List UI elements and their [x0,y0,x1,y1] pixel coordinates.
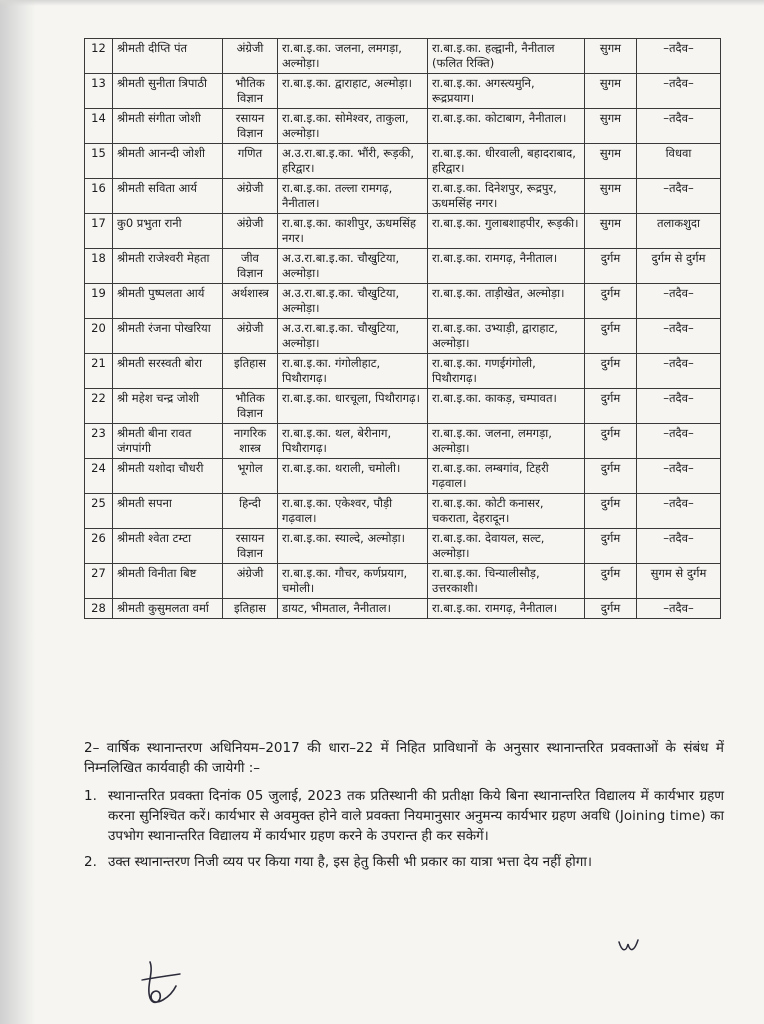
category-cell: दुर्गम [585,249,637,284]
serial-number-cell: 16 [85,179,113,214]
category-cell: सुगम [585,39,637,74]
transferred-school-cell: रा.बा.इ.का. गुलाबशाहपीर, रूड़की। [428,214,585,249]
current-school-cell: रा.बा.इ.का. जलना, लमगड़ा, अल्मोड़ा। [278,39,428,74]
handwritten-initial-mark [616,936,642,956]
lecturer-name-cell: श्रीमती राजेश्वरी मेहता [113,249,223,284]
table-row [85,459,721,494]
table-row [85,144,721,179]
transferred-school-cell: रा.बा.इ.का. चिन्यालीसौड़, उत्तरकाशी। [428,564,585,599]
remark-cell: –तदैव– [637,389,721,424]
serial-number-cell: 24 [85,459,113,494]
lecturer-name-cell: श्री महेश चन्द्र जोशी [113,389,223,424]
serial-number-cell: 18 [85,249,113,284]
remark-cell: –तदैव– [637,424,721,459]
transferred-school-cell: रा.बा.इ.का. ताड़ीखेत, अल्मोड़ा। [428,284,585,319]
subject-cell: इतिहास [223,354,278,389]
lecturer-name-cell: श्रीमती सुनीता त्रिपाठी [113,74,223,109]
current-school-cell: रा.बा.इ.का. तल्ला रामगढ़, नैनीताल। [278,179,428,214]
remark-cell: –तदैव– [637,319,721,354]
remark-cell: –तदैव– [637,39,721,74]
current-school-cell: रा.बा.इ.का. थराली, चमोली। [278,459,428,494]
table-row [85,179,721,214]
subject-cell: इतिहास [223,599,278,619]
transferred-school-cell: रा.बा.इ.का. काकड़, चम्पावत। [428,389,585,424]
table-row [85,529,721,564]
remark-cell: –तदैव– [637,179,721,214]
transfer-table-body [85,39,721,619]
serial-number-cell: 13 [85,74,113,109]
instruction-number: 2. [84,854,97,870]
remark-cell: –तदैव– [637,109,721,144]
current-school-cell: डायट, भीमताल, नैनीताल। [278,599,428,619]
serial-number-cell: 23 [85,424,113,459]
lecturer-name-cell: श्रीमती बीना रावत जंगपांगी [113,424,223,459]
subject-cell: गणित [223,144,278,179]
category-cell: दुर्गम [585,354,637,389]
table-row [85,354,721,389]
lecturer-name-cell: श्रीमती यशोदा चौधरी [113,459,223,494]
lecturer-name-cell: श्रीमती रंजना पोखरिया [113,319,223,354]
subject-cell: अंग्रेजी [223,319,278,354]
current-school-cell: रा.बा.इ.का. सोमेश्वर, ताकुला, अल्मोड़ा। [278,109,428,144]
serial-number-cell: 25 [85,494,113,529]
lecturer-name-cell: श्रीमती संगीता जोशी [113,109,223,144]
remark-cell: –तदैव– [637,494,721,529]
lecturer-name-cell: श्रीमती दीप्ति पंत [113,39,223,74]
transfer-table [84,38,721,619]
remark-cell: –तदैव– [637,529,721,564]
lecturer-name-cell: श्रीमती सपना [113,494,223,529]
remark-cell: दुर्गम से दुर्गम [637,249,721,284]
subject-cell: अंग्रेजी [223,564,278,599]
serial-number-cell: 15 [85,144,113,179]
table-row [85,74,721,109]
transferred-school-cell: रा.बा.इ.का. उभ्याड़ी, द्वाराहाट, अल्मोड़ा। [428,319,585,354]
current-school-cell: अ.उ.रा.बा.इ.का. चौखुटिया, अल्मोड़ा। [278,319,428,354]
remark-cell: –तदैव– [637,459,721,494]
category-cell: सुगम [585,109,637,144]
subject-cell: रसायन विज्ञान [223,529,278,564]
category-cell: दुर्गम [585,389,637,424]
transferred-school-cell: रा.बा.इ.का. लम्बगांव, टिहरी गढ़वाल। [428,459,585,494]
transferred-school-cell: रा.बा.इ.का. धीरवाली, बहादराबाद, हरिद्वार। [428,144,585,179]
current-school-cell: रा.बा.इ.का. गंगोलीहाट, पिथौरागढ़। [278,354,428,389]
serial-number-cell: 19 [85,284,113,319]
lecturer-name-cell: श्रीमती आनन्दी जोशी [113,144,223,179]
lecturer-name-cell: श्रीमती विनीता बिष्ट [113,564,223,599]
category-cell: दुर्गम [585,284,637,319]
serial-number-cell: 14 [85,109,113,144]
table-row [85,249,721,284]
serial-number-cell: 21 [85,354,113,389]
category-cell: दुर्गम [585,494,637,529]
serial-number-cell: 20 [85,319,113,354]
category-cell: सुगम [585,214,637,249]
instructions-section [84,738,724,878]
current-school-cell: अ.उ.रा.बा.इ.का. चौखुटिया, अल्मोड़ा। [278,249,428,284]
transferred-school-cell: रा.बा.इ.का. अगस्त्यमुनि, रूद्रप्रयाग। [428,74,585,109]
current-school-cell: रा.बा.इ.का. द्वाराहाट, अल्मोड़ा। [278,74,428,109]
serial-number-cell: 22 [85,389,113,424]
current-school-cell: अ.उ.रा.बा.इ.का. भौंरी, रूड़की, हरिद्वार। [278,144,428,179]
transferred-school-cell: रा.बा.इ.का. रामगढ़, नैनीताल। [428,599,585,619]
table-row [85,284,721,319]
table-row [85,39,721,74]
category-cell: दुर्गम [585,529,637,564]
table-row [85,214,721,249]
lecturer-name-cell: श्रीमती सरस्वती बोरा [113,354,223,389]
subject-cell: अंग्रेजी [223,214,278,249]
transferred-school-cell: रा.बा.इ.का. गणईगंगोली, पिथौरागढ़। [428,354,585,389]
category-cell: दुर्गम [585,319,637,354]
transferred-school-cell: रा.बा.इ.का. रामगढ़, नैनीताल। [428,249,585,284]
remark-cell: –तदैव– [637,599,721,619]
serial-number-cell: 28 [85,599,113,619]
table-row [85,424,721,459]
page-top-edge [0,0,764,6]
table-row [85,319,721,354]
serial-number-cell: 27 [85,564,113,599]
serial-number-cell: 12 [85,39,113,74]
lecturer-name-cell: श्रीमती कुसुमलता वर्मा [113,599,223,619]
category-cell: दुर्गम [585,564,637,599]
table-row [85,494,721,529]
subject-cell: जीव विज्ञान [223,249,278,284]
subject-cell: अंग्रेजी [223,39,278,74]
instruction-text: उक्त स्थानान्तरण निजी व्यय पर किया गया है, इस हेतु किसी भी प्रकार का यात्रा भत्ता देय नहीं होगा। [108,854,592,870]
subject-cell: भूगोल [223,459,278,494]
current-school-cell: अ.उ.रा.बा.इ.का. चौखुटिया, अल्मोड़ा। [278,284,428,319]
lecturer-name-cell: श्रीमती पुष्पलता आर्य [113,284,223,319]
serial-number-cell: 17 [85,214,113,249]
table-row [85,109,721,144]
current-school-cell: रा.बा.इ.का. थल, बेरीनाग, पिथौरागढ़। [278,424,428,459]
remark-cell: –तदैव– [637,74,721,109]
table-row [85,564,721,599]
remark-cell: सुगम से दुर्गम [637,564,721,599]
current-school-cell: रा.बा.इ.का. काशीपुर, ऊधमसिंह नगर। [278,214,428,249]
instruction-number: 1. [84,788,97,804]
subject-cell: नागरिक शास्त्र [223,424,278,459]
transferred-school-cell: रा.बा.इ.का. जलना, लमगड़ा, अल्मोड़ा। [428,424,585,459]
page-edge-shadow [0,0,36,1024]
serial-number-cell: 26 [85,529,113,564]
lecturer-name-cell: श्रीमती सविता आर्य [113,179,223,214]
category-cell: दुर्गम [585,599,637,619]
category-cell: सुगम [585,74,637,109]
instruction-text: स्थानान्तरित प्रवक्ता दिनांक 05 जुलाई, 2023 तक प्रतिस्थानी की प्रतीक्षा किये बिना स्थानान्तरित विद्यालय में कार्यभार ग्रहण करना सुनिश्चित करें। कार्यभार से अवमुक्त होने वाले प्रवक्ता नियमानुसार अनुमन्य कार्यभार ग्रहण अवधि (Joining time) का उपभोग स्थानान्तरित विद्यालय में कार्यभार ग्रहण करने के उपरान्त ही कर सकेगें। [108,788,724,844]
transferred-school-cell: रा.बा.इ.का. कोटाबाग, नैनीताल। [428,109,585,144]
table-row [85,599,721,619]
current-school-cell: रा.बा.इ.का. धारचूला, पिथौरागढ़। [278,389,428,424]
instruction-item-2 [84,852,724,872]
remark-cell: विधवा [637,144,721,179]
instructions-intro: 2– वार्षिक स्थानान्तरण अधिनियम–2017 की धारा–22 में निहित प्राविधानों के अनुसार स्थानान्तरित प्रवक्ताओं के संबंध में निम्नलिखित कार्यवाही की जायेगी :– [84,740,724,776]
transferred-school-cell: रा.बा.इ.का. दिनेशपुर, रूद्रपुर, ऊधमसिंह नगर। [428,179,585,214]
category-cell: सुगम [585,144,637,179]
handwritten-signature [136,958,184,1008]
remark-cell: –तदैव– [637,354,721,389]
current-school-cell: रा.बा.इ.का. गौचर, कर्णप्रयाग, चमोली। [278,564,428,599]
transferred-school-cell: रा.बा.इ.का. देवायल, सल्ट, अल्मोड़ा। [428,529,585,564]
category-cell: सुगम [585,179,637,214]
table-row [85,389,721,424]
lecturer-name-cell: कु0 प्रभुता रानी [113,214,223,249]
transferred-school-cell: रा.बा.इ.का. हल्द्वानी, नैनीताल (फलित रिक्ति) [428,39,585,74]
lecturer-name-cell: श्रीमती श्वेता टम्टा [113,529,223,564]
subject-cell: हिन्दी [223,494,278,529]
transferred-school-cell: रा.बा.इ.का. कोटी कनासर, चकराता, देहरादून। [428,494,585,529]
subject-cell: भौतिक विज्ञान [223,74,278,109]
current-school-cell: रा.बा.इ.का. स्याल्दे, अल्मोड़ा। [278,529,428,564]
remark-cell: तलाकशुदा [637,214,721,249]
subject-cell: रसायन विज्ञान [223,109,278,144]
instruction-item-1 [84,786,724,846]
subject-cell: अर्थशास्त्र [223,284,278,319]
subject-cell: भौतिक विज्ञान [223,389,278,424]
category-cell: दुर्गम [585,459,637,494]
current-school-cell: रा.बा.इ.का. एकेश्वर, पौड़ी गढ़वाल। [278,494,428,529]
subject-cell: अंग्रेजी [223,179,278,214]
category-cell: दुर्गम [585,424,637,459]
remark-cell: –तदैव– [637,284,721,319]
